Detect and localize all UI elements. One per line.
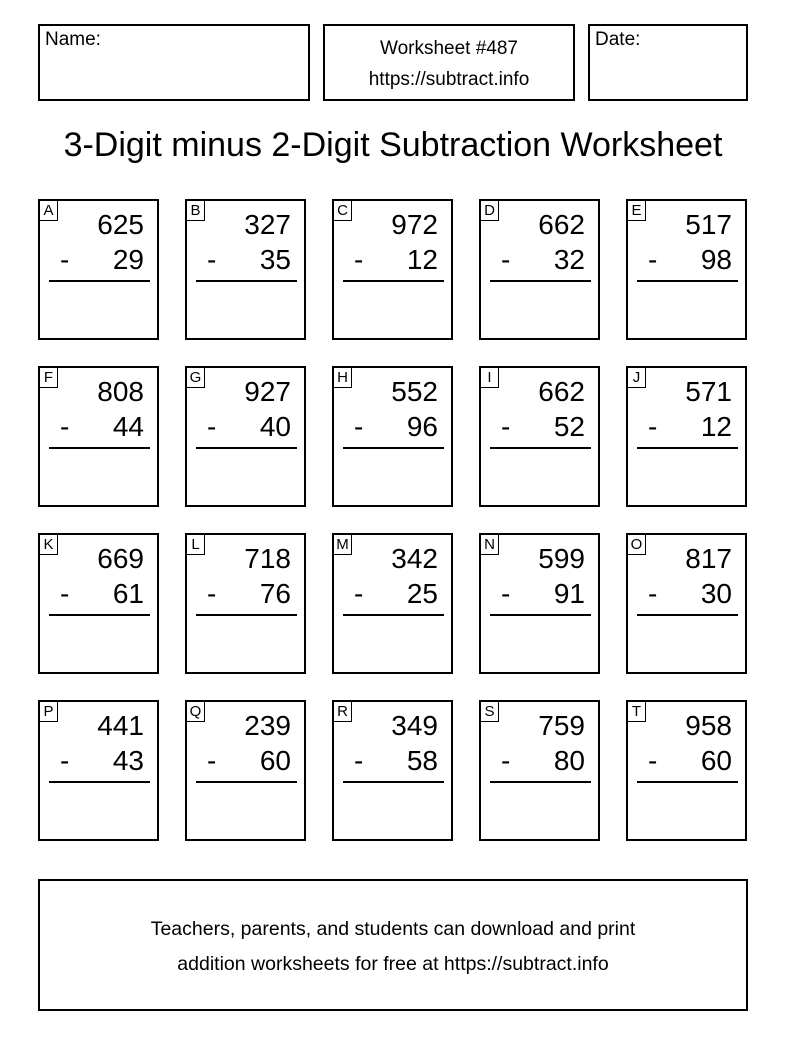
problem-letter: H <box>334 368 352 388</box>
subtrahend: 44 <box>112 411 144 442</box>
minuend: 239 <box>244 710 291 741</box>
subtrahend: 12 <box>406 244 438 275</box>
subtrahend: 40 <box>259 411 291 442</box>
minuend: 342 <box>391 543 438 574</box>
answer-line <box>343 614 444 616</box>
problem-card <box>626 700 747 841</box>
problem-letter: N <box>481 535 499 555</box>
minus-sign: - <box>501 578 511 609</box>
minuend: 349 <box>391 710 438 741</box>
minuend: 599 <box>538 543 585 574</box>
problem-letter: Q <box>187 702 205 722</box>
minuend: 759 <box>538 710 585 741</box>
problem-card <box>38 533 159 674</box>
minus-sign: - <box>60 745 70 776</box>
answer-line <box>343 781 444 783</box>
problem-card <box>479 199 600 340</box>
minus-sign: - <box>207 411 217 442</box>
minus-sign: - <box>354 745 364 776</box>
date-label: Date: <box>595 29 641 50</box>
minuend: 327 <box>244 209 291 240</box>
answer-line <box>196 781 297 783</box>
minuend: 552 <box>391 376 438 407</box>
problem-letter: K <box>40 535 58 555</box>
problem-card <box>332 366 453 507</box>
problem-letter: G <box>187 368 205 388</box>
answer-line <box>637 280 738 282</box>
minuend: 662 <box>538 209 585 240</box>
answer-line <box>196 447 297 449</box>
problem-card <box>626 366 747 507</box>
problem-letter: C <box>334 201 352 221</box>
minuend: 817 <box>685 543 732 574</box>
minus-sign: - <box>501 244 511 275</box>
minuend: 571 <box>685 376 732 407</box>
problem-letter: I <box>481 368 499 388</box>
answer-line <box>196 280 297 282</box>
problem-card <box>626 533 747 674</box>
footer-line-1: Teachers, parents, and students can download and print <box>150 918 636 940</box>
problem-card <box>626 199 747 340</box>
problem-card <box>185 533 306 674</box>
footer-line-2: addition worksheets for free at https://subtract.info <box>177 953 609 975</box>
subtrahend: 61 <box>112 578 144 609</box>
minus-sign: - <box>60 411 70 442</box>
problem-card <box>38 199 159 340</box>
minuend: 441 <box>97 710 144 741</box>
subtrahend: 76 <box>259 578 291 609</box>
problem-card <box>479 533 600 674</box>
problem-card <box>185 199 306 340</box>
problem-card <box>332 700 453 841</box>
minus-sign: - <box>354 244 364 275</box>
problem-letter: A <box>40 201 58 221</box>
problem-letter: L <box>187 535 205 555</box>
minuend: 718 <box>244 543 291 574</box>
problem-letter: B <box>187 201 205 221</box>
subtrahend: 43 <box>112 745 144 776</box>
problem-letter: T <box>628 702 646 722</box>
problem-card <box>38 366 159 507</box>
subtrahend: 52 <box>553 411 585 442</box>
subtrahend: 32 <box>553 244 585 275</box>
problem-letter: F <box>40 368 58 388</box>
answer-line <box>637 781 738 783</box>
answer-line <box>343 447 444 449</box>
minus-sign: - <box>501 411 511 442</box>
name-label: Name: <box>45 29 101 50</box>
minuend: 662 <box>538 376 585 407</box>
problem-letter: P <box>40 702 58 722</box>
problem-letter: M <box>334 535 352 555</box>
minus-sign: - <box>207 578 217 609</box>
minus-sign: - <box>207 244 217 275</box>
minus-sign: - <box>207 745 217 776</box>
minuend: 927 <box>244 376 291 407</box>
answer-line <box>490 447 591 449</box>
worksheet-number: Worksheet #487 <box>379 38 518 59</box>
subtrahend: 58 <box>406 745 438 776</box>
answer-line <box>49 447 150 449</box>
problem-card <box>332 199 453 340</box>
subtrahend: 60 <box>259 745 291 776</box>
subtrahend: 12 <box>700 411 732 442</box>
minus-sign: - <box>60 578 70 609</box>
minus-sign: - <box>354 578 364 609</box>
problem-letter: J <box>628 368 646 388</box>
subtrahend: 60 <box>700 745 732 776</box>
problem-card <box>38 700 159 841</box>
minus-sign: - <box>648 244 658 275</box>
subtrahend: 80 <box>553 745 585 776</box>
minus-sign: - <box>648 745 658 776</box>
minus-sign: - <box>501 745 511 776</box>
minuend: 808 <box>97 376 144 407</box>
problem-letter: O <box>628 535 646 555</box>
footer-note <box>38 879 748 1011</box>
answer-line <box>196 614 297 616</box>
subtrahend: 91 <box>553 578 585 609</box>
problem-card <box>332 533 453 674</box>
problem-card <box>479 366 600 507</box>
problem-card <box>479 700 600 841</box>
minus-sign: - <box>354 411 364 442</box>
minuend: 972 <box>391 209 438 240</box>
answer-line <box>637 614 738 616</box>
page-title: 3-Digit minus 2-Digit Subtraction Worksheet <box>63 126 723 164</box>
answer-line <box>637 447 738 449</box>
subtrahend: 29 <box>112 244 144 275</box>
minuend: 958 <box>685 710 732 741</box>
worksheet-url: https://subtract.info <box>368 69 530 90</box>
minuend: 669 <box>97 543 144 574</box>
subtrahend: 35 <box>259 244 291 275</box>
subtrahend: 98 <box>700 244 732 275</box>
problem-letter: D <box>481 201 499 221</box>
answer-line <box>490 280 591 282</box>
worksheet-info <box>323 24 575 101</box>
subtrahend: 30 <box>700 578 732 609</box>
minus-sign: - <box>648 578 658 609</box>
problem-letter: R <box>334 702 352 722</box>
problem-letter: S <box>481 702 499 722</box>
subtrahend: 25 <box>406 578 438 609</box>
minus-sign: - <box>648 411 658 442</box>
name-field[interactable] <box>38 24 310 101</box>
problem-card <box>185 366 306 507</box>
subtrahend: 96 <box>406 411 438 442</box>
minuend: 517 <box>685 209 732 240</box>
answer-line <box>490 781 591 783</box>
minus-sign: - <box>60 244 70 275</box>
answer-line <box>490 614 591 616</box>
answer-line <box>49 614 150 616</box>
answer-line <box>49 781 150 783</box>
minuend: 625 <box>97 209 144 240</box>
answer-line <box>49 280 150 282</box>
date-field[interactable] <box>588 24 748 101</box>
answer-line <box>343 280 444 282</box>
problem-letter: E <box>628 201 646 221</box>
problem-card <box>185 700 306 841</box>
